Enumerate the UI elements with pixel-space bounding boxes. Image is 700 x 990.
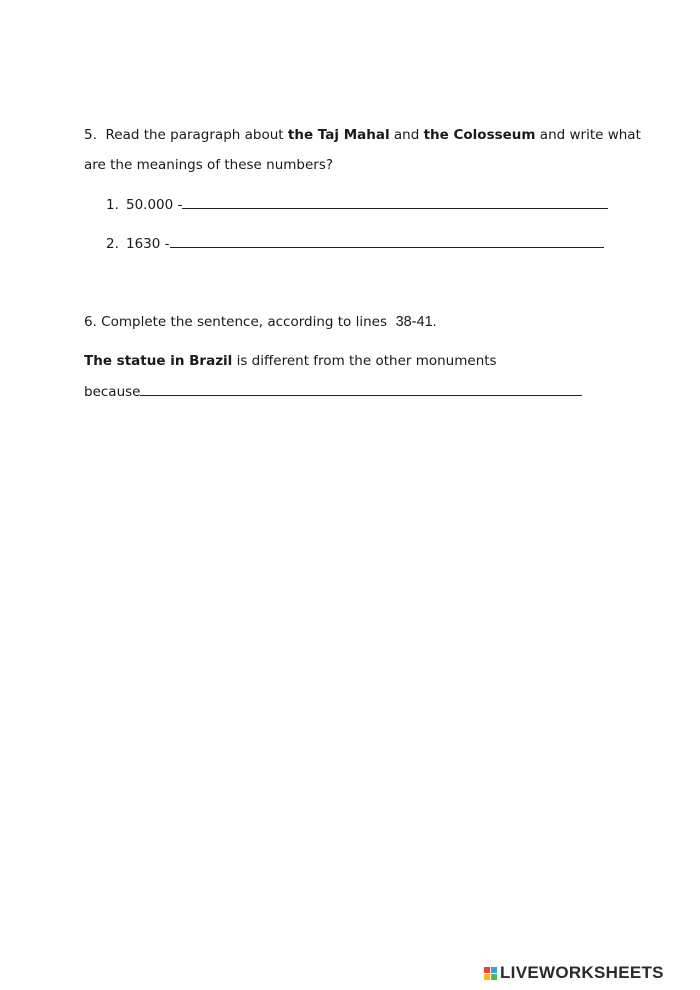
question-6-lines-ref: 38-41. [395, 314, 437, 330]
because-label: because [84, 384, 141, 400]
answer-blank-3[interactable] [140, 382, 582, 396]
question-6-text-a: 6. Complete the sentence, according to lines [84, 314, 392, 330]
question-5-bold-colosseum: the Colosseum [423, 127, 536, 143]
logo-cell-icon [484, 974, 490, 980]
question-5-text-c: and write what [535, 127, 641, 143]
logo-cell-icon [491, 974, 497, 980]
item-1-number: 1. [106, 197, 119, 213]
question-5-line-1 [84, 126, 641, 144]
question-5-text-a: Read the paragraph about [105, 127, 288, 143]
question-6-line-2 [84, 352, 497, 370]
logo-text: LIVEWORKSHEETS [500, 963, 664, 982]
question-6-bold-statue: The statue in Brazil [84, 353, 233, 369]
question-5-item-2 [106, 234, 604, 253]
answer-blank-2[interactable] [170, 234, 604, 248]
question-6-line-3 [84, 382, 582, 401]
question-5-line-2: are the meanings of these numbers? [84, 157, 334, 173]
logo-grid-icon [484, 967, 497, 980]
item-2-label: 1630 - [126, 236, 170, 252]
logo-cell-icon [491, 967, 497, 973]
question-6-line-1 [84, 313, 437, 331]
question-5-item-1 [106, 195, 608, 214]
question-5-bold-taj-mahal: the Taj Mahal [287, 127, 390, 143]
question-6-text-b: is different from the other monuments [232, 353, 497, 369]
question-5-text-b: and [389, 127, 424, 143]
question-5-number: 5. [84, 127, 97, 143]
answer-blank-1[interactable] [182, 195, 608, 209]
item-1-label: 50.000 - [126, 197, 183, 213]
logo-cell-icon [484, 967, 490, 973]
item-2-number: 2. [106, 236, 119, 252]
liveworksheets-logo [484, 963, 664, 983]
